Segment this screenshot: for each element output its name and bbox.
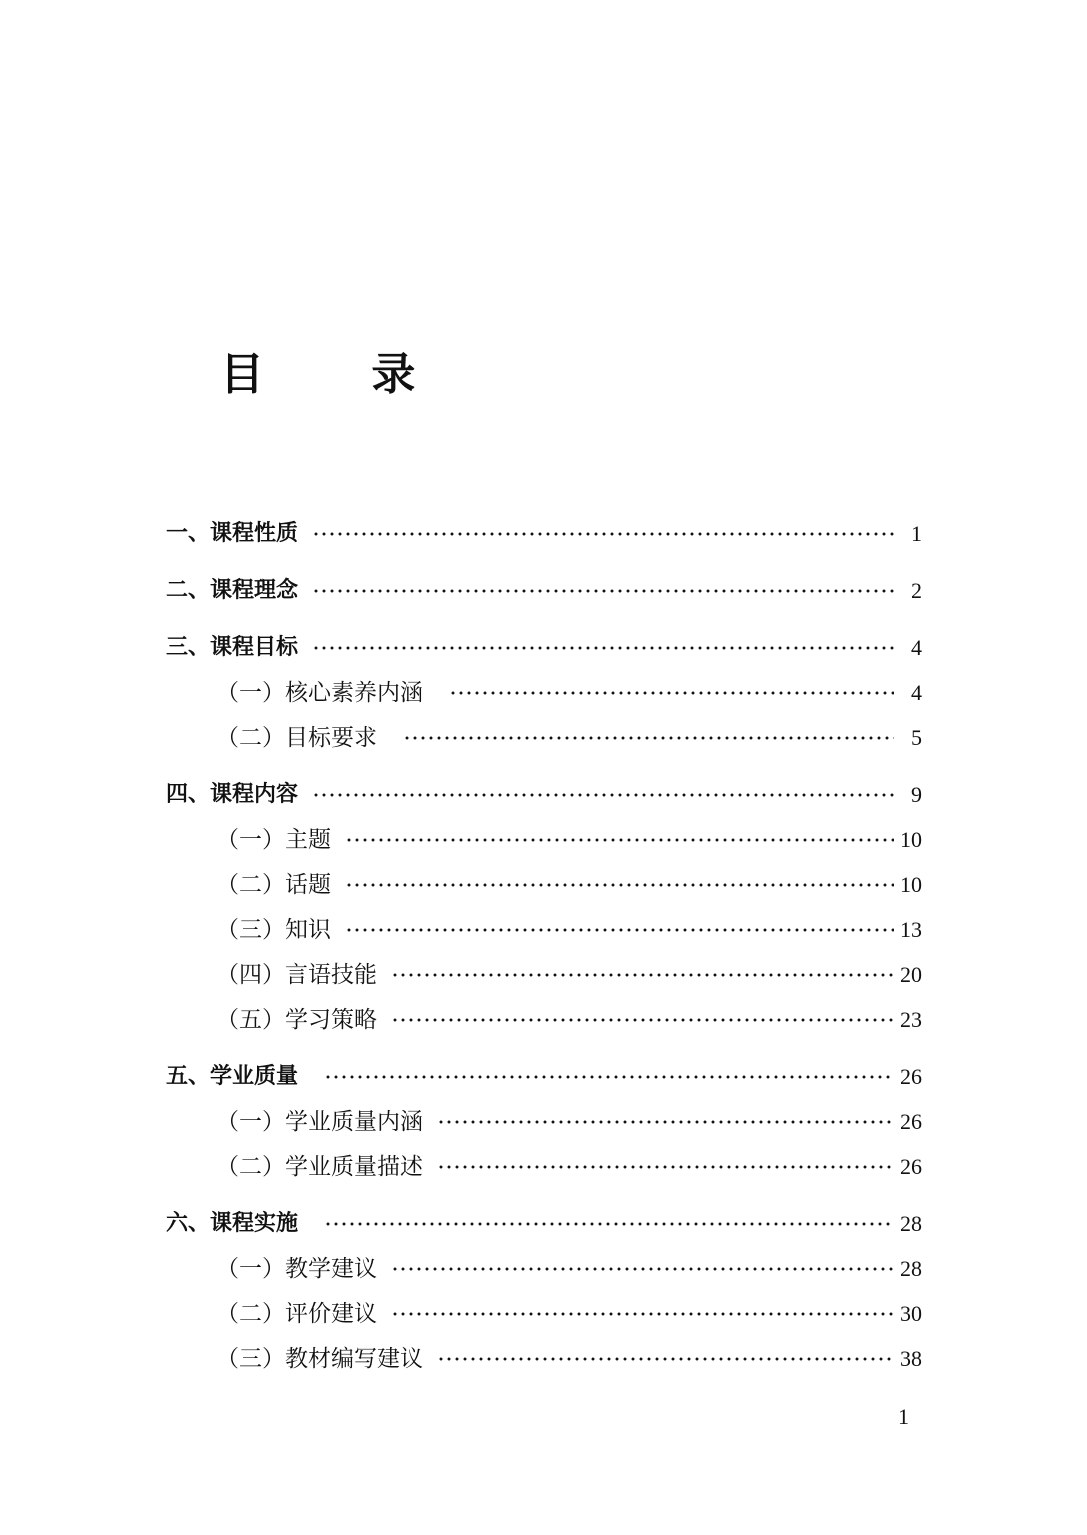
toc-entry-page: 26	[900, 1154, 922, 1179]
toc-entry-label: （三）知识	[216, 917, 331, 943]
toc-entry[interactable]	[166, 777, 922, 813]
toc-entry-label: （二）目标要求	[216, 725, 377, 751]
toc-entry-page: 26	[900, 1064, 922, 1089]
toc-entry-page: 30	[900, 1301, 922, 1326]
toc-dot-leader	[437, 1120, 894, 1124]
toc-entry-page: 10	[900, 872, 922, 897]
toc-entry-label: 六、课程实施	[166, 1211, 299, 1236]
toc-subentry[interactable]	[216, 1104, 922, 1140]
toc-dot-leader	[312, 646, 894, 650]
toc-entry-page: 9	[911, 782, 922, 807]
toc-subentry[interactable]	[216, 1296, 922, 1332]
toc-subentry[interactable]	[216, 720, 922, 756]
toc-dot-leader	[312, 793, 894, 797]
toc-entry-page: 13	[900, 917, 922, 942]
toc-entry-label: （二）学业质量描述	[216, 1154, 423, 1180]
toc-entry-page: 28	[900, 1256, 922, 1281]
toc-dot-leader	[345, 928, 894, 932]
toc-entry-label: 一、课程性质	[166, 521, 299, 546]
toc-entry-page: 5	[911, 725, 922, 750]
page-title: 目 录	[220, 349, 462, 400]
toc-subentry[interactable]	[216, 1341, 922, 1377]
toc-entry-page: 10	[900, 827, 922, 852]
toc-dot-leader	[324, 1075, 894, 1079]
toc-entry-label: 四、课程内容	[166, 782, 299, 807]
toc-dot-leader	[391, 973, 894, 977]
toc-entry-page: 26	[900, 1109, 922, 1134]
toc-entry-page: 28	[900, 1211, 922, 1236]
toc-entry-label: （一）核心素养内涵	[216, 680, 423, 706]
toc-entry-label: 三、课程目标	[166, 635, 299, 660]
toc-entry-page: 2	[911, 578, 922, 603]
toc-subentry[interactable]	[216, 912, 922, 948]
toc-entry-label: （一）教学建议	[216, 1256, 377, 1282]
toc-dot-leader	[391, 1312, 894, 1316]
toc-entry-page: 4	[911, 635, 922, 660]
toc-entry-page: 23	[900, 1007, 922, 1032]
toc-dot-leader	[345, 838, 894, 842]
toc-subentry[interactable]	[216, 675, 922, 711]
toc-entry[interactable]	[166, 630, 922, 666]
toc-entry-page: 4	[911, 680, 922, 705]
toc-subentry[interactable]	[216, 822, 922, 858]
toc-dot-leader	[312, 589, 894, 593]
toc-entry[interactable]	[166, 573, 922, 609]
toc-subentry[interactable]	[216, 1002, 922, 1038]
toc-entry-label: （二）评价建议	[216, 1301, 377, 1327]
toc-dot-leader	[312, 532, 894, 536]
toc-entry-label: （五）学习策略	[216, 1007, 377, 1033]
toc-dot-leader	[437, 1357, 894, 1361]
toc-dot-leader	[403, 736, 894, 740]
page-number: 1	[898, 1404, 909, 1429]
toc-entry-label: （四）言语技能	[216, 962, 377, 988]
toc-entry[interactable]	[166, 1206, 922, 1242]
toc-entry[interactable]	[166, 516, 922, 552]
toc-entry[interactable]	[166, 1059, 922, 1095]
toc-dot-leader	[449, 691, 894, 695]
toc-entry-label: 五、学业质量	[166, 1064, 299, 1089]
toc-dot-leader	[391, 1267, 894, 1271]
toc-entry-page: 38	[900, 1346, 922, 1371]
toc-dot-leader	[345, 883, 894, 887]
toc-entry-page: 1	[911, 521, 922, 546]
toc-entry-label: （一）学业质量内涵	[216, 1109, 423, 1135]
toc-entry-label: （二）话题	[216, 872, 331, 898]
toc-dot-leader	[391, 1018, 894, 1022]
toc-dot-leader	[437, 1165, 894, 1169]
toc-entry-label: 二、课程理念	[166, 578, 299, 603]
toc-subentry[interactable]	[216, 867, 922, 903]
toc-subentry[interactable]	[216, 957, 922, 993]
toc-entry-page: 20	[900, 962, 922, 987]
toc-entry-label: （三）教材编写建议	[216, 1346, 423, 1372]
toc-subentry[interactable]	[216, 1251, 922, 1287]
toc-dot-leader	[324, 1222, 894, 1226]
toc-subentry[interactable]	[216, 1149, 922, 1185]
toc-entry-label: （一）主题	[216, 827, 331, 853]
